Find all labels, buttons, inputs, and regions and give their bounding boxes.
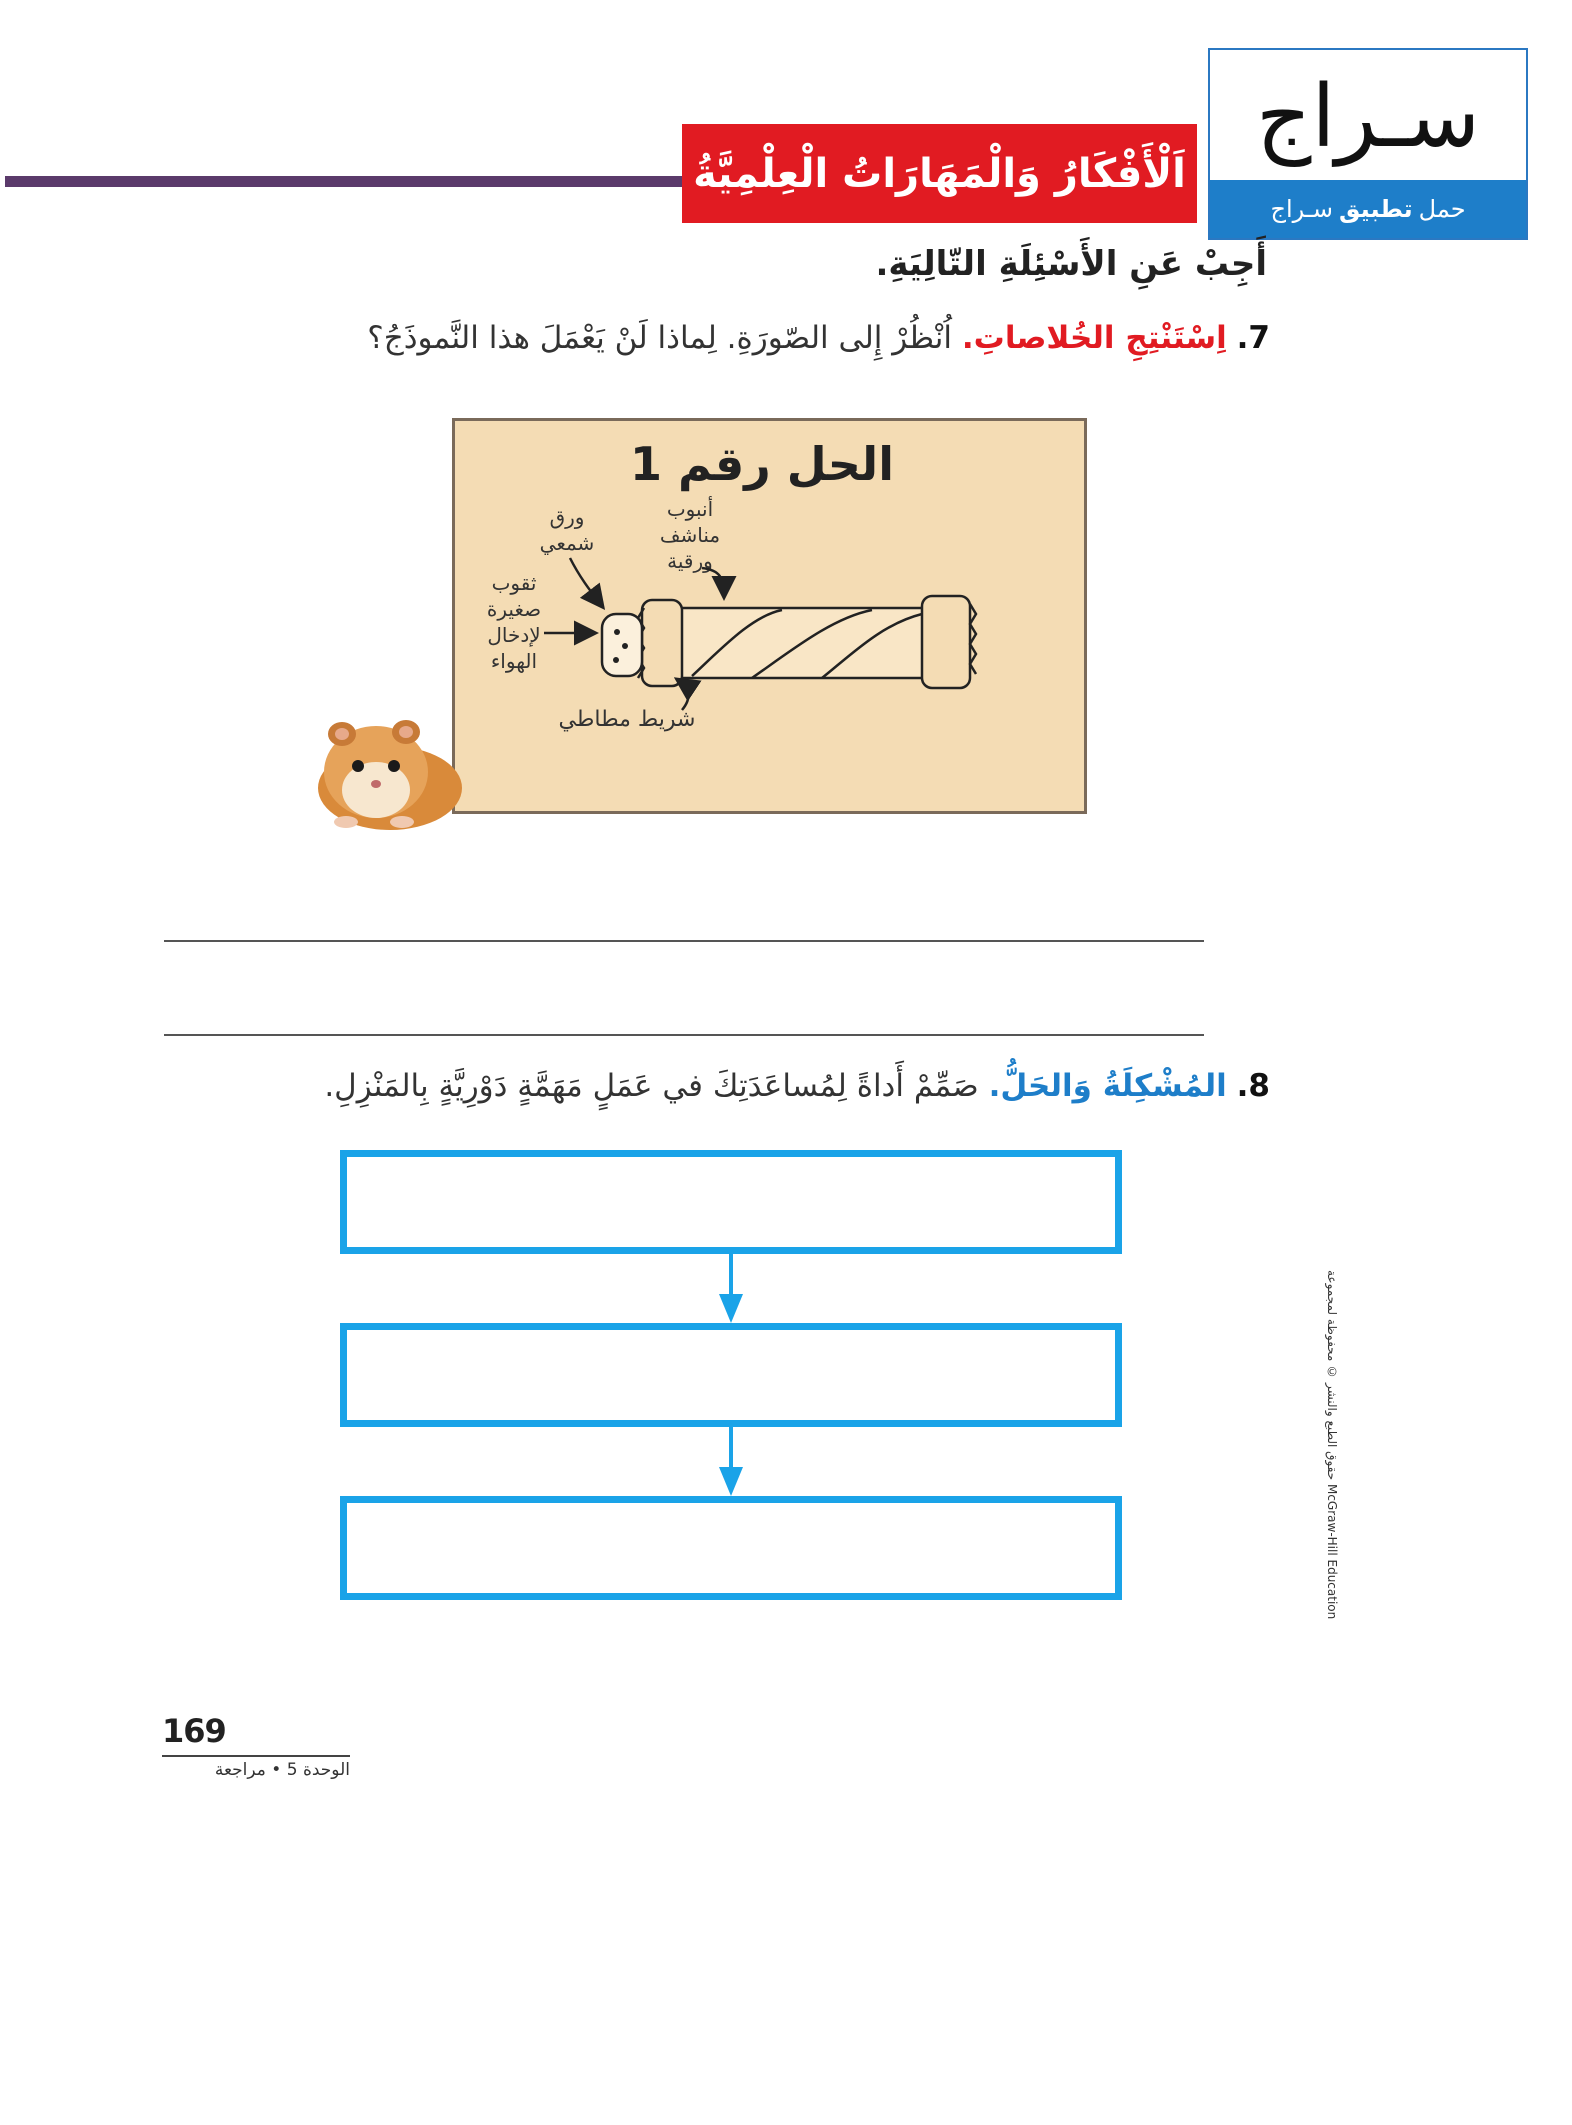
hamster-image	[298, 700, 474, 833]
siraj-logo-word: سـراج	[1255, 67, 1481, 167]
flowchart-step-box-3[interactable]	[340, 1496, 1122, 1600]
figure-title: الحل رقم 1	[630, 437, 894, 491]
label-holes-line3: لإدخال	[487, 623, 541, 647]
air-hole	[614, 629, 620, 635]
copyright-notice: حقوق الطبع والنشر © محفوظة لمجموعة McGraw-Hill Education	[1325, 1270, 1339, 1620]
paper-tube-drawing	[602, 596, 976, 688]
label-tube-line3: ورقية	[667, 549, 713, 573]
question-7	[367, 320, 1270, 356]
label-tube-line2: مناشف	[659, 523, 721, 547]
unit-label: الوحدة 5 • مراجعة	[214, 1760, 350, 1780]
flowchart-step-box-1[interactable]	[340, 1150, 1122, 1254]
label-holes-line1: ثقوب	[491, 571, 537, 595]
question-7-number: 7.	[1236, 320, 1270, 356]
question-7-text: اُنْظُرْ إِلى الصّورَةِ. لِماذا لَنْ يَعْمَلَ هذا النَّموذَجُ؟	[367, 320, 953, 356]
tagline-prefix: حمل	[1418, 195, 1466, 223]
label-wax-paper-line1: ورق	[549, 505, 585, 529]
solution-figure-drawing	[452, 418, 1087, 814]
siraj-logo-tagline	[1210, 180, 1526, 238]
question-8	[324, 1068, 1270, 1104]
label-tube-line1: أنبوب	[666, 497, 714, 521]
siraj-logo[interactable]	[1208, 48, 1528, 240]
air-hole	[622, 643, 628, 649]
label-holes-line2: صغيرة	[486, 597, 542, 621]
question-8-number: 8.	[1236, 1068, 1270, 1104]
header-rule	[5, 176, 705, 187]
section-banner	[682, 124, 1197, 223]
flowchart-arrow-down-icon	[719, 1254, 743, 1323]
instruction-text: أَجِبْ عَنِ الأَسْئِلَةِ التّالِيَةِ.	[875, 244, 1267, 284]
label-wax-paper-line2: شمعي	[539, 531, 595, 555]
page-number: 169	[162, 1712, 226, 1750]
answer-line[interactable]	[164, 940, 1204, 942]
question-8-skill: المُشْكِلَةُ وَالحَلُّ.	[988, 1068, 1227, 1104]
label-rubber-band: شريط مطاطي	[558, 707, 696, 732]
flowchart-step-box-2[interactable]	[340, 1323, 1122, 1427]
flowchart-arrow-down-icon	[719, 1427, 743, 1496]
footer-rule	[162, 1755, 350, 1757]
answer-line[interactable]	[164, 1034, 1204, 1036]
tagline-suffix: سـراج	[1270, 195, 1334, 223]
label-holes-line4: الهواء	[490, 649, 538, 673]
air-hole	[613, 657, 619, 663]
section-banner-title: اَلْأَفْكَارُ وَالْمَهَارَاتُ الْعِلْمِيَّةُ	[693, 150, 1186, 197]
question-8-text: صَمِّمْ أَداةً لِمُساعَدَتِكَ في عَمَلٍ مَهَمَّةٍ دَوْرِيَّةٍ بِالمَنْزِلِ.	[324, 1068, 979, 1104]
question-7-skill: اِسْتَنْتِجِ الخُلاصاتِ.	[961, 320, 1227, 356]
tagline-bold: تطبيق	[1339, 195, 1413, 223]
